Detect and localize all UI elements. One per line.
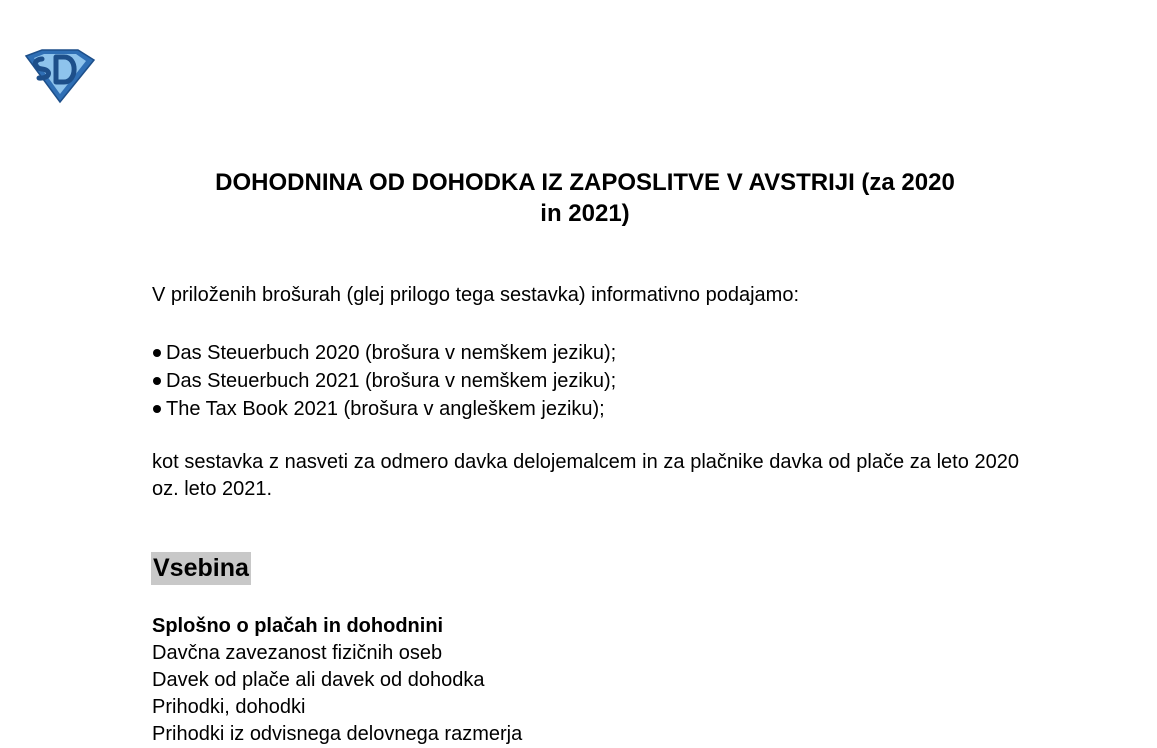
bullet-icon (153, 405, 161, 413)
title-line-1: DOHODNINA OD DOHODKA IZ ZAPOSLITVE V AVSTRIJI (za 2020 (215, 169, 955, 196)
list-item: Das Steuerbuch 2021 (brošura v nemškem jeziku); (152, 367, 616, 395)
bullet-icon (153, 349, 161, 357)
toc-item[interactable]: Davčna zavezanost fizičnih oseb (152, 642, 443, 664)
list-item: The Tax Book 2021 (brošura v angleškem jeziku); (152, 395, 616, 423)
document-title (150, 167, 1020, 229)
brochure-list (152, 339, 616, 423)
section-heading: Vsebina (151, 552, 251, 585)
bullet-icon (153, 377, 161, 385)
list-item: Das Steuerbuch 2020 (brošura v nemškem jeziku); (152, 339, 616, 367)
toc-item[interactable]: Prihodki iz odvisnega delovnega razmerja (152, 723, 523, 745)
toc-item[interactable]: Davek od plače ali davek od dohodka (152, 669, 485, 691)
table-of-contents (152, 613, 522, 748)
intro-text: V priloženih brošurah (glej prilogo tega sestavka) informativno podajamo: (152, 284, 800, 306)
sd-shield-logo-icon (22, 48, 96, 104)
toc-item[interactable]: Splošno o plačah in dohodnini (152, 615, 444, 637)
description-paragraph: kot sestavka z nasveti za odmero davka delojemalcem in za plačnike davka od plače za leto 2020 oz. leto 2021. (152, 451, 1019, 500)
toc-item[interactable]: Prihodki, dohodki (152, 696, 306, 718)
title-line-2: in 2021) (540, 200, 630, 227)
